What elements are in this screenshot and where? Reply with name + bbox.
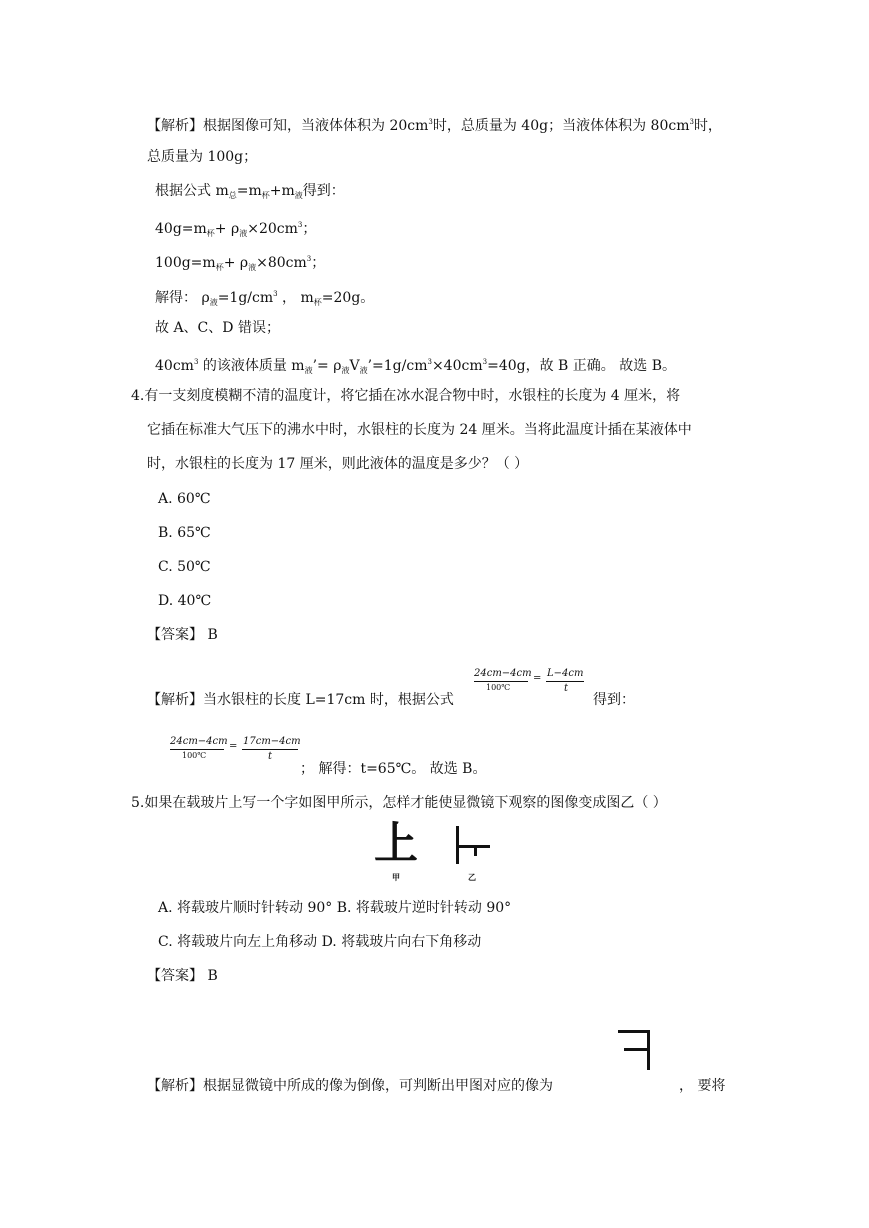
q4-formula-solution [168,736,308,766]
inverted-image-glyph [614,1028,658,1072]
formula-denominator: 100℃ [182,751,207,760]
formula-numerator: 24cm−4cm [474,668,532,679]
q3-solve-line: 解得： $\rho_液=1g/cm^3$ ， $m_杯=20g$。 [155,290,375,307]
q5-options-row2: C. 将载玻片向左上角移动 D. 将载玻片向右下角移动 [158,934,482,950]
q4-analysis-text-2: 得到： [593,692,635,708]
fraction-bar [474,681,528,682]
q5-answer: 【答案】 B [147,968,218,984]
figure-jia-character: 上 [374,818,418,869]
q3-wrong-options: 故 A、C、D 错误； [155,320,280,336]
q4-stem-line3: 时，水银柱的长度为 17 厘米，则此液体的温度是多少？（ ） [147,456,529,472]
q4-option-a: A. 60℃ [158,491,211,507]
q3-equation-2: $100g=m_杯+ \rho_液\times 80cm^3$； [155,255,326,272]
q5-analysis-text-2: ， 要将 [679,1078,726,1094]
q4-stem-line1: 4.有一支刻度模糊不清的温度计，将它插在冰水混合物中时，水银柱的长度为 4 厘米，将 [131,388,681,404]
q3-analysis-line2: 总质量为 100g； [147,149,258,165]
q4-option-c: C. 50℃ [158,559,211,575]
formula-numerator: 17cm−4cm [243,736,301,747]
fraction-bar [242,749,298,750]
q3-formula-line: 根据公式 $m_总=m_杯+m_液$得到： [155,183,345,200]
fraction-bar [170,749,224,750]
equals-sign: = [533,673,542,684]
figure-yi-caption: 乙 [468,872,476,882]
formula-denominator: t [564,683,569,694]
q4-option-b: B. 65℃ [158,525,211,541]
q4-answer: 【答案】 B [147,627,218,643]
figure-jia-caption: 甲 [392,872,400,882]
fraction-bar [546,681,584,682]
q3-analysis-line1: 【解析】根据图像可知，当液体体积为 $20cm^3$时，总质量为 40g；当液体体积为 $80cm^3$时， [147,118,722,134]
q5-stem: 5.如果在载玻片上写一个字如图甲所示，怎样才能使显微镜下观察的图像变成图乙（ ） [131,795,667,811]
q4-stem-line2: 它插在标准大气压下的沸水中时，水银柱的长度为 24 厘米。当将此温度计插在某液体中 [147,422,692,438]
q4-analysis-text: 【解析】当水银柱的长度 L=17cm 时，根据公式 [147,692,454,708]
formula-denominator: 100℃ [486,683,511,692]
q4-option-d: D. 40℃ [158,593,212,609]
formula-denominator: t [268,751,273,762]
formula-numerator: 24cm−4cm [170,736,228,747]
q3-final-line: $40cm^3$ 的该液体质量 $m_液’=$ $\rho_液V_液’=1g/cm^3\times 40cm^3=40g$，故 B 正确。 故选 B。 [155,358,676,375]
q4-formula-inline [472,668,592,698]
q3-equation-1: $40g=m_杯+ \rho_液\times 20cm^3$； [155,221,317,238]
formula-numerator: L−4cm [547,668,584,679]
q4-solution-text: ； 解得：t=65℃。 故选 B。 [300,761,487,777]
equals-sign: = [229,741,238,752]
q5-analysis-text: 【解析】根据显微镜中所成的像为倒像，可判断出甲图对应的像为 [147,1078,553,1094]
figure-yi-image [452,826,494,866]
q5-options-row1: A. 将载玻片顺时针转动 90° B. 将载玻片逆时针转动 90° [158,900,512,916]
